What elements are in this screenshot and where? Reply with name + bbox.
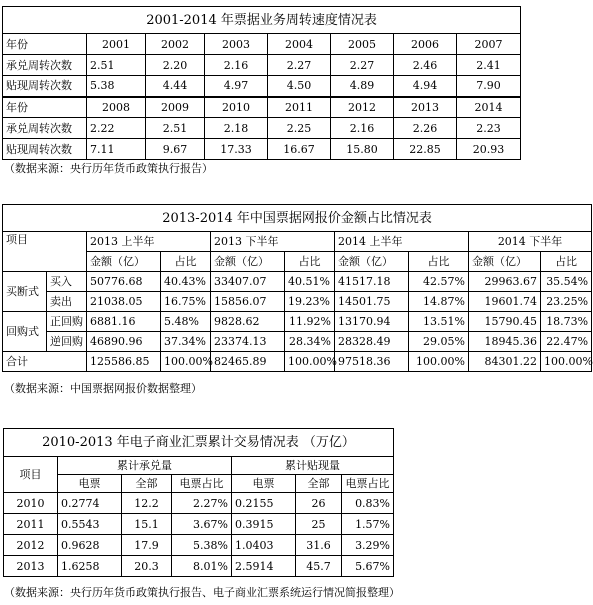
amount-cell: 97518.36: [335, 352, 409, 372]
year-cell: 2005: [331, 34, 394, 55]
value-cell: 0.9628: [58, 535, 122, 556]
value-cell: 20.3: [122, 556, 172, 577]
year-cell: 2006: [394, 34, 457, 55]
year-cell: 2012: [4, 535, 58, 556]
quote-share-table: [2, 204, 592, 372]
ratio-cell: 100.00%: [161, 352, 211, 372]
ratio-cell: 100.00%: [285, 352, 335, 372]
year-cell: 2010: [4, 493, 58, 514]
amount-cell: 33407.07: [211, 272, 285, 292]
value-cell: 3.29%: [342, 535, 394, 556]
year-header: 年份: [3, 34, 87, 55]
value-cell: 2.41: [457, 55, 521, 76]
period-header: 2013 上半年: [87, 232, 211, 252]
ratio-cell: 18.73%: [541, 312, 592, 332]
value-cell: 2.46: [394, 55, 457, 76]
outright-group-label: 买断式: [3, 272, 47, 312]
ratio-cell: 37.34%: [161, 332, 211, 352]
discount-turnover-label: 贴现周转次数: [3, 139, 87, 160]
value-cell: 20.93: [457, 139, 521, 160]
value-cell: 5.67%: [342, 556, 394, 577]
value-cell: 2.51: [87, 55, 146, 76]
amount-cell: 21038.05: [87, 292, 161, 312]
value-cell: 0.5543: [58, 514, 122, 535]
value-cell: 1.57%: [342, 514, 394, 535]
amount-cell: 19601.74: [469, 292, 541, 312]
year-cell: 2008: [87, 97, 146, 118]
ratio-cell: 40.51%: [285, 272, 335, 292]
value-cell: 1.6258: [58, 556, 122, 577]
ratio-header: 占比: [409, 252, 469, 272]
amount-cell: 14501.75: [335, 292, 409, 312]
value-cell: 17.33: [205, 139, 268, 160]
value-cell: 2.22: [87, 118, 146, 139]
value-cell: 15.80: [331, 139, 394, 160]
ratio-header: 占比: [285, 252, 335, 272]
accept-turnover-label: 承兑周转次数: [3, 55, 87, 76]
amount-header: 金额（亿）: [211, 252, 285, 272]
cumulative-accept-header: 累计承兑量: [58, 457, 232, 475]
cumulative-discount-header: 累计贴现量: [232, 457, 394, 475]
amount-cell: 9828.62: [211, 312, 285, 332]
value-cell: 2.26: [394, 118, 457, 139]
year-cell: 2013: [394, 97, 457, 118]
ratio-cell: 16.75%: [161, 292, 211, 312]
value-cell: 9.67: [146, 139, 205, 160]
year-cell: 2013: [4, 556, 58, 577]
value-cell: 16.67: [268, 139, 331, 160]
ratio-cell: 14.87%: [409, 292, 469, 312]
year-cell: 2014: [457, 97, 521, 118]
ecds-table: [3, 428, 394, 577]
ratio-cell: 35.54%: [541, 272, 592, 292]
value-cell: 12.2: [122, 493, 172, 514]
value-cell: 0.2155: [232, 493, 296, 514]
value-cell: 25: [296, 514, 342, 535]
amount-cell: 23374.13: [211, 332, 285, 352]
discount-turnover-label: 贴现周转次数: [3, 76, 87, 97]
subcol-header: 全部: [122, 475, 172, 493]
value-cell: 7.11: [87, 139, 146, 160]
amount-cell: 82465.89: [211, 352, 285, 372]
period-header: 2013 下半年: [211, 232, 335, 252]
amount-cell: 46890.96: [87, 332, 161, 352]
value-cell: 22.85: [394, 139, 457, 160]
year-cell: 2009: [146, 97, 205, 118]
value-cell: 0.83%: [342, 493, 394, 514]
year-cell: 2012: [331, 97, 394, 118]
value-cell: 0.3915: [232, 514, 296, 535]
ratio-cell: 11.92%: [285, 312, 335, 332]
ecds-title: 2010-2013 年电子商业汇票累计交易情况表 （万亿）: [4, 429, 394, 457]
value-cell: 8.01%: [172, 556, 232, 577]
turnover-table: [2, 6, 521, 160]
year-cell: 2011: [268, 97, 331, 118]
ratio-cell: 29.05%: [409, 332, 469, 352]
value-cell: 4.44: [146, 76, 205, 97]
amount-header: 金额（亿）: [469, 252, 541, 272]
value-cell: 5.38: [87, 76, 146, 97]
value-cell: 2.20: [146, 55, 205, 76]
value-cell: 2.25: [268, 118, 331, 139]
subcol-header: 电票占比: [172, 475, 232, 493]
value-cell: 3.67%: [172, 514, 232, 535]
period-header: 2014 下半年: [469, 232, 592, 252]
value-cell: 2.16: [205, 55, 268, 76]
amount-cell: 15790.45: [469, 312, 541, 332]
amount-cell: 125586.85: [87, 352, 161, 372]
row-label: 逆回购: [47, 332, 87, 352]
ratio-cell: 28.34%: [285, 332, 335, 352]
ratio-cell: 100.00%: [409, 352, 469, 372]
ratio-cell: 40.43%: [161, 272, 211, 292]
value-cell: 2.5914: [232, 556, 296, 577]
subcol-header: 电票: [232, 475, 296, 493]
value-cell: 5.38%: [172, 535, 232, 556]
value-cell: 2.18: [205, 118, 268, 139]
value-cell: 2.16: [331, 118, 394, 139]
row-label: 正回购: [47, 312, 87, 332]
value-cell: 4.89: [331, 76, 394, 97]
amount-cell: 13170.94: [335, 312, 409, 332]
year-cell: 2002: [146, 34, 205, 55]
value-cell: 7.90: [457, 76, 521, 97]
year-cell: 2007: [457, 34, 521, 55]
value-cell: 2.27%: [172, 493, 232, 514]
ratio-cell: 22.47%: [541, 332, 592, 352]
value-cell: 31.6: [296, 535, 342, 556]
item-header: 项目: [3, 232, 87, 272]
value-cell: 4.50: [268, 76, 331, 97]
total-label: 合计: [3, 352, 87, 372]
amount-cell: 28328.49: [335, 332, 409, 352]
amount-cell: 84301.22: [469, 352, 541, 372]
repo-group-label: 回购式: [3, 312, 47, 352]
amount-cell: 6881.16: [87, 312, 161, 332]
subcol-header: 电票占比: [342, 475, 394, 493]
value-cell: 15.1: [122, 514, 172, 535]
item-header: 项目: [4, 457, 58, 493]
ratio-header: 占比: [161, 252, 211, 272]
year-cell: 2010: [205, 97, 268, 118]
value-cell: 0.2774: [58, 493, 122, 514]
year-cell: 2011: [4, 514, 58, 535]
ratio-cell: 100.00%: [541, 352, 592, 372]
value-cell: 2.27: [268, 55, 331, 76]
value-cell: 4.94: [394, 76, 457, 97]
value-cell: 45.7: [296, 556, 342, 577]
turnover-source-note: （数据来源：央行历年货币政策执行报告）: [4, 162, 213, 175]
amount-cell: 50776.68: [87, 272, 161, 292]
value-cell: 2.23: [457, 118, 521, 139]
value-cell: 4.97: [205, 76, 268, 97]
quote-share-title: 2013-2014 年中国票据网报价金额占比情况表: [3, 205, 592, 232]
value-cell: 2.51: [146, 118, 205, 139]
turnover-table-title: 2001-2014 年票据业务周转速度情况表: [3, 7, 521, 34]
accept-turnover-label: 承兑周转次数: [3, 118, 87, 139]
amount-cell: 18945.36: [469, 332, 541, 352]
amount-cell: 29963.67: [469, 272, 541, 292]
year-cell: 2001: [87, 34, 146, 55]
ratio-cell: 5.48%: [161, 312, 211, 332]
value-cell: 2.27: [331, 55, 394, 76]
subcol-header: 电票: [58, 475, 122, 493]
ratio-cell: 23.25%: [541, 292, 592, 312]
row-label: 买入: [47, 272, 87, 292]
ratio-header: 占比: [541, 252, 592, 272]
row-label: 卖出: [47, 292, 87, 312]
value-cell: 1.0403: [232, 535, 296, 556]
value-cell: 26: [296, 493, 342, 514]
year-cell: 2003: [205, 34, 268, 55]
ratio-cell: 42.57%: [409, 272, 469, 292]
amount-header: 金额（亿）: [87, 252, 161, 272]
quote-share-source-note: （数据来源：中国票据网报价数据整理）: [4, 382, 202, 395]
year-header: 年份: [3, 97, 87, 118]
ecds-source-note: （数据来源：央行历年货币政策执行报告、电子商业汇票系统运行情况简报整理）: [4, 586, 400, 599]
year-cell: 2004: [268, 34, 331, 55]
amount-header: 金额（亿）: [335, 252, 409, 272]
ratio-cell: 19.23%: [285, 292, 335, 312]
amount-cell: 15856.07: [211, 292, 285, 312]
period-header: 2014 上半年: [335, 232, 469, 252]
value-cell: 17.9: [122, 535, 172, 556]
ratio-cell: 13.51%: [409, 312, 469, 332]
subcol-header: 全部: [296, 475, 342, 493]
amount-cell: 41517.18: [335, 272, 409, 292]
